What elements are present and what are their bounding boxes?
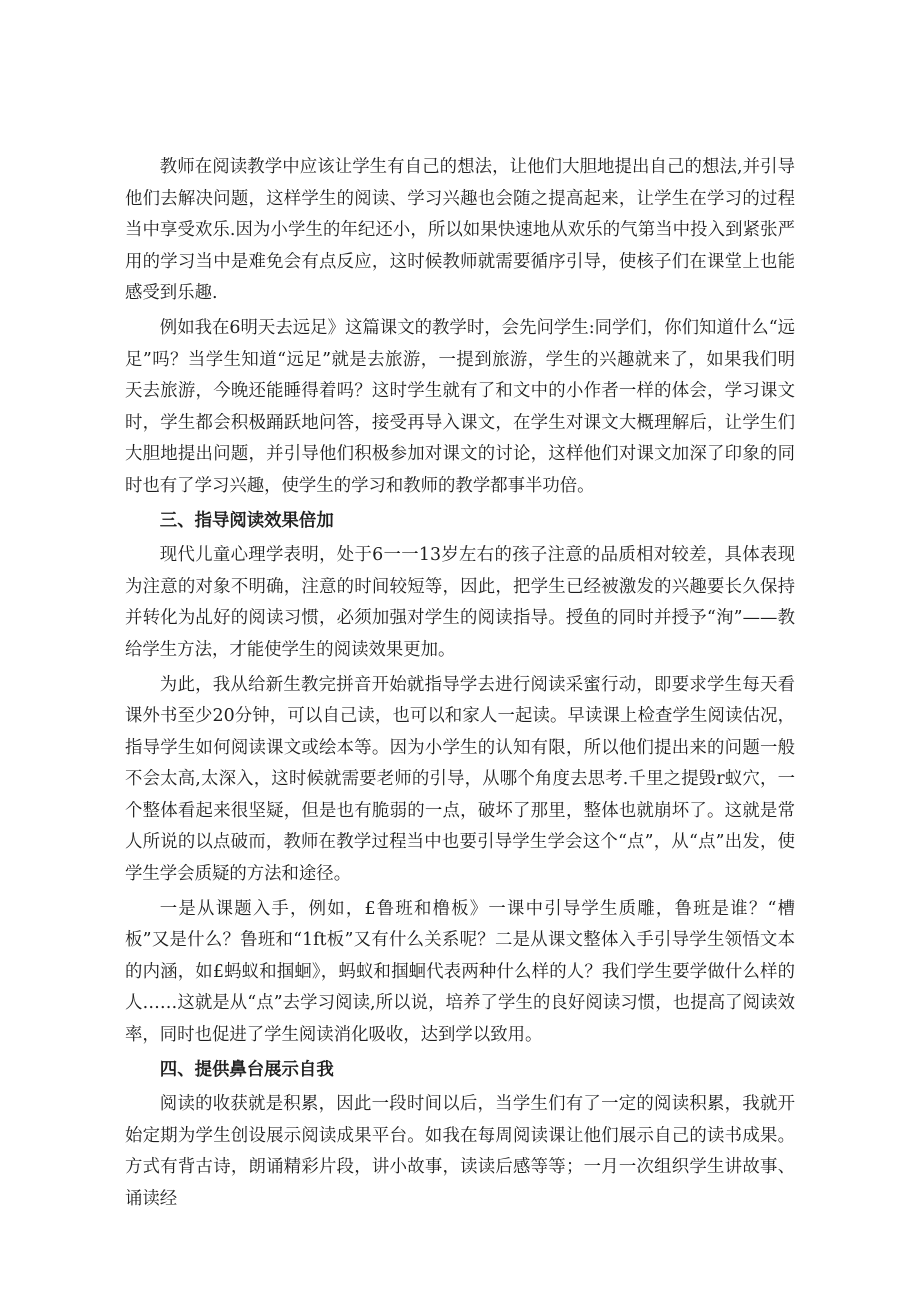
section-4-heading: 四、提供鼻台展示自我 [159,1059,334,1080]
section-3-paragraph-1: 现代儿童心理学表明，处于6一一13岁左右的孩子注意的品质相对较差，具体表现为注意的对象不明确，注意的时间较短等，因此，把学生已经被激发的兴趣要长久保持并转化为乩好的阅读习惯，必须加强对学生的阅读指导。授鱼的同时并授予“洵”——教给学生方法，才能使学生的阅读效果更加。 [125,545,795,660]
section-4-paragraph-1: 阅读的收获就是积累，因此一段时间以后，当学生们有了一定的阅读积累，我就开始定期为学生创设展示阅读成果平台。如我在每周阅读课让他们展示自己的读书成果。方式有背古诗，朗诵精彩片段，讲小故事，读读后感等等；一月一次组织学生讲故事、诵读经 [125,1094,795,1209]
section-3-paragraph-2: 为此，我从给新生教完拼音开始就指导学去进行阅读采蜜行动，即要求学生每天看课外书至少20分钟，可以自己读，也可以和家人一起读。早读课上检查学生阅读估况，指导学生如何阅读课文或绘本等。因为小学生的认知有限，所以他们提出来的问题一般不会太高,太深入，这时候就需要老师的引导，从哪个角度去思考.千里之提毁r蚁穴，一个整体看起来很坚疑，但是也有脆弱的一点，破坏了那里，整体也就崩坏了。这就是常人所说的以点破而，教师在教学过程当中也要引导学生学会这个“点”，从“点”出发，使学生学会质疑的方法和途径。 [125,674,795,885]
paragraph-1: 教师在阅读教学中应该让学生有自己的想法，让他们大胆地提出自己的想法,并引导他们去解决问题，这样学生的阅读、学习兴趣也会随之提高起来，让学生在学习的过程当中享受欢乐.因为小学生的年纪还小，所以如果快速地从欢乐的气第当中投入到紧张严用的学习当中是难免会有点反应，这时候教师就需要循序引导，使核子们在课堂上也能感受到乐趣. [125,157,795,304]
section-3-paragraph-3: 一是从课题入手，例如，£鲁班和橹板》一课中引导学生质雕，鲁班是谁？“槽板”又是什么？鲁班和“1ft板”又有什么关系呢？二是从课文整体入手引导学生领悟文本的内涵，如£蚂蚁和掴蛔》，蚂蚁和掴蛔代表两种什么样的人？我们学生要学做什么样的人……这就是从“点”去学习阅读,所以说，培养了学生的良好阅读习惯，也提高了阅读效率，同时也促进了学生阅读消化吸收，达到学以致用。 [125,898,795,1046]
section-3-heading: 三、指导阅读效果倍加 [159,510,334,531]
document-page [125,152,795,1216]
paragraph-2: 例如我在6明天去远足》这篇课文的教学时，会先问学生:同学们，你们知道什么“远足”吗？当学生知道“远足”就是去旅游，一提到旅游，学生的兴趣就来了，如果我们明天去旅游，今晚还能睡得着吗？这时学生就有了和文中的小作者一样的体会，学习课文时，学生都会积极踊跃地问答，接受再导入课文，在学生对课文大概理解后，让学生们大胆地提出问题，并引导他们积极参加对课文的讨论，这样他们对课文加深了印象的同时也有了学习兴趣，使学生的学习和教师的教学都事半功倍。 [125,317,795,496]
